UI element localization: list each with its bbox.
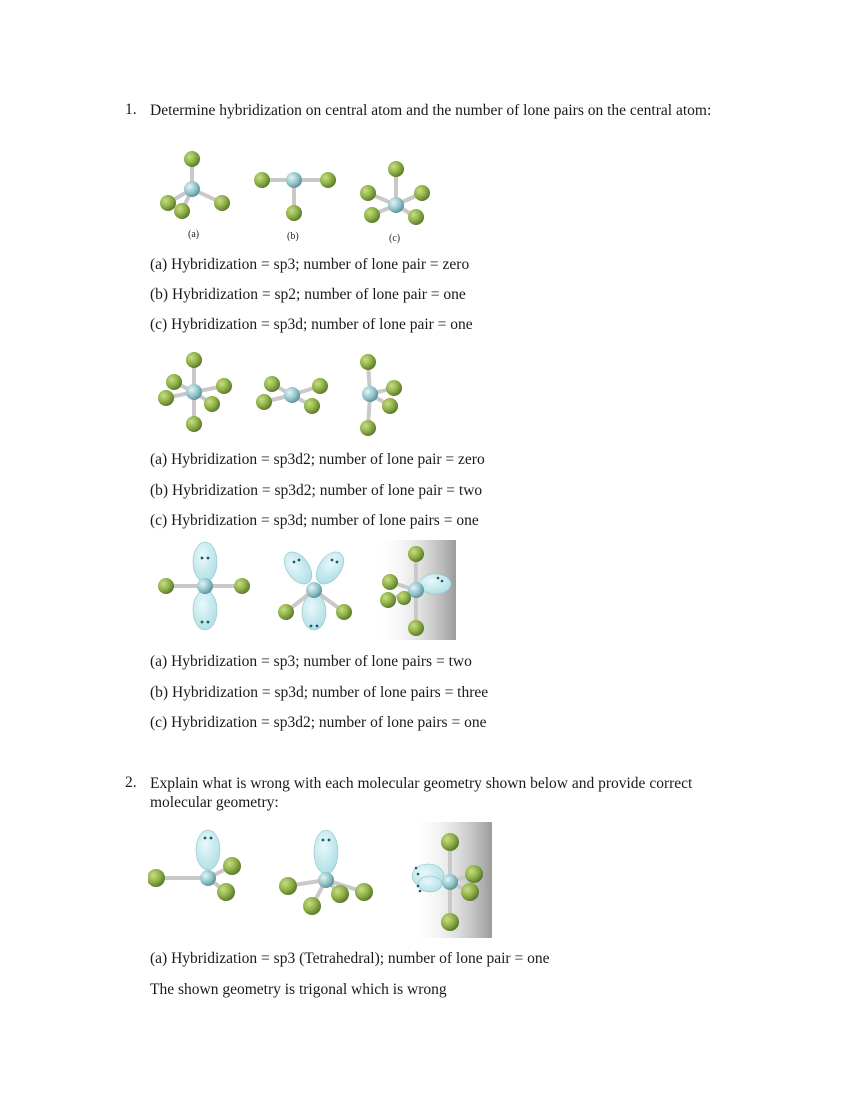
q1-set3-answer-a: (a) Hybridization = sp3; number of lone pairs = two (150, 653, 472, 670)
molecule-square-planar (256, 376, 328, 414)
q1-set3-answer-c: (c) Hybridization = sp3d2; number of lone pairs = one (150, 714, 487, 731)
q1-figure-row-3 (150, 540, 460, 642)
q1-set2-answer-b: (b) Hybridization = sp3d2; number of lone pair = two (150, 482, 483, 499)
q1-set3-answer-b: (b) Hybridization = sp3d; number of lone pairs = three (150, 684, 489, 701)
question-2-prompt: Explain what is wrong with each molecular geometry shown below and provide correct molecular geometry: (150, 775, 693, 811)
q1-figure-row-1 (150, 145, 450, 245)
figure-label-a: (a) (188, 229, 200, 240)
q1-set2-answer-a: (a) Hybridization = sp3d2; number of lone pair = zero (150, 451, 485, 468)
molecule-octahedral (158, 352, 232, 432)
molecule-q2-c (410, 822, 492, 938)
figure-label-c: (c) (389, 233, 401, 244)
molecule-a-tetrahedral (160, 151, 230, 219)
question-1-prompt: Determine hybridization on central atom and the number of lone pairs on the central atom: (150, 102, 712, 119)
molecule-b-t-shape (254, 172, 336, 221)
q2-answer-a: (a) Hybridization = sp3 (Tetrahedral); number of lone pair = one (150, 950, 550, 967)
molecule-see-saw (360, 354, 402, 436)
q1-figure-row-2 (150, 350, 420, 440)
q1-set1-answer-a: (a) Hybridization = sp3; number of lone pair = zero (150, 256, 470, 273)
question-2-number: 2. (125, 774, 137, 791)
molecule-q2-b (279, 830, 373, 915)
question-1-number: 1. (125, 101, 137, 118)
q1-set1-answer-b: (b) Hybridization = sp2; number of lone pair = one (150, 286, 466, 303)
molecule-two-lone-pairs (158, 542, 250, 630)
q2-note: The shown geometry is trigonal which is wrong (150, 981, 447, 998)
q2-figure-row (148, 822, 494, 940)
molecule-c-see-saw (360, 161, 430, 225)
figure-label-b: (b) (287, 231, 299, 242)
q1-set1-answer-c: (c) Hybridization = sp3d; number of lone pair = one (150, 316, 473, 333)
molecule-three-lone-pairs (278, 547, 352, 630)
molecule-one-lone-pair-shaded (376, 540, 456, 640)
q1-set2-answer-c: (c) Hybridization = sp3d; number of lone pairs = one (150, 512, 479, 529)
molecule-q2-a (148, 830, 241, 901)
